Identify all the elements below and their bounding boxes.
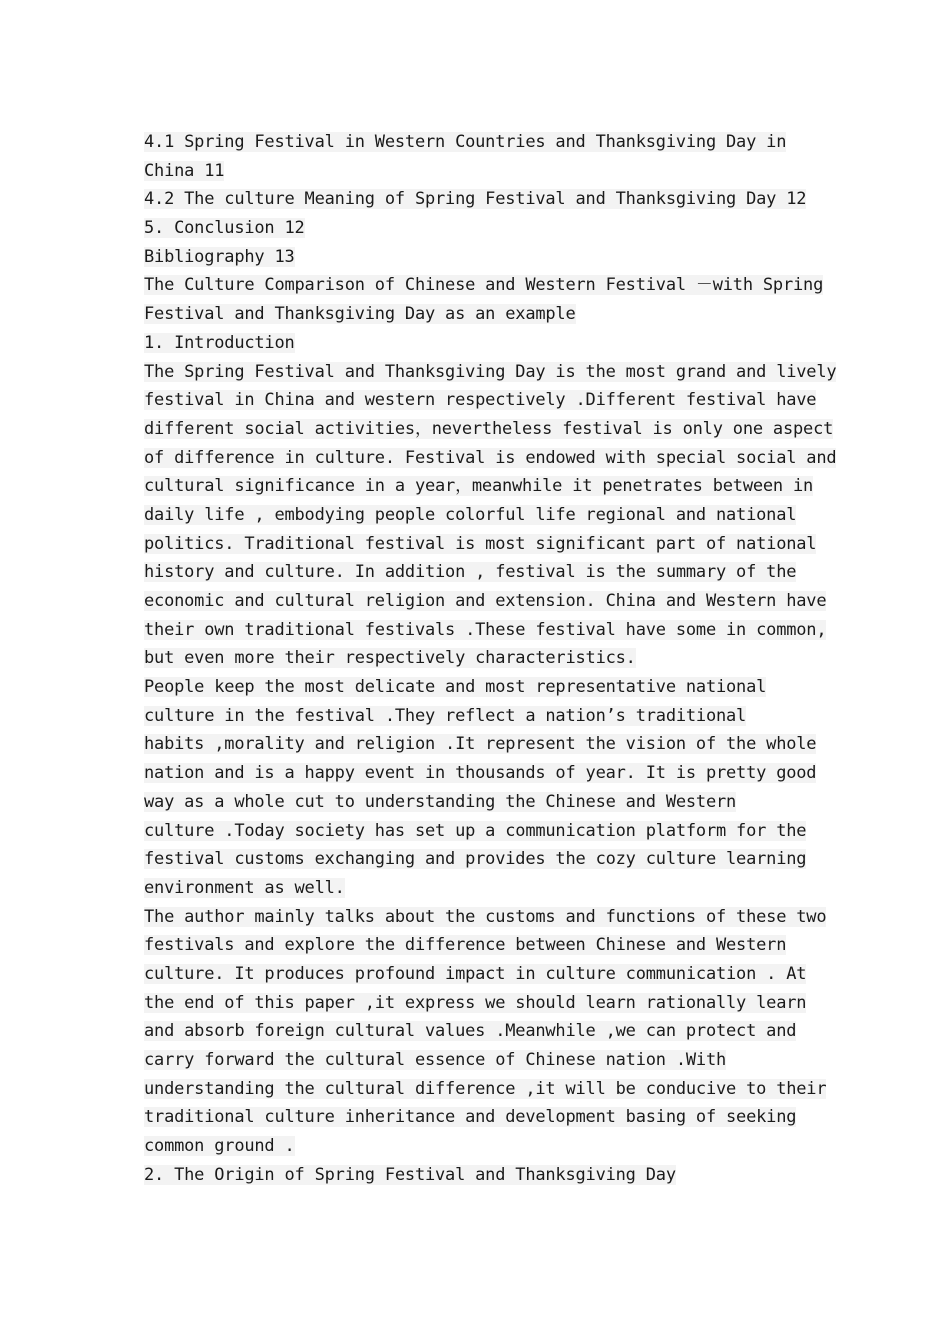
paragraph-line: traditional culture inheritance and development basing of seeking [144,1107,797,1128]
paragraph-line: culture. It produces profound impact in culture communication . At [144,963,807,984]
paragraph-line: culture .Today society has set up a communication platform for the [144,820,807,841]
section-heading-origin: 2. The Origin of Spring Festival and Thanksgiving Day [144,1164,676,1185]
paragraph-line: festival customs exchanging and provides the cozy culture learning [144,849,807,870]
document-body [144,128,837,1189]
paragraph-line: The author mainly talks about the customs and functions of these two [144,906,827,927]
paragraph-line: politics. Traditional festival is most significant part of national [144,533,817,554]
paragraph-line: cultural significance in a year，meanwhile it penetrates between in [144,476,814,497]
paragraph-line: and absorb foreign cultural values .Meanwhile ,we can protect and [144,1021,797,1042]
paragraph-line: common ground . [144,1136,295,1157]
section-heading-introduction: 1. Introduction [144,332,295,353]
paragraph-line: but even more their respectively characteristics. [144,648,636,669]
paragraph-line: different social activities，nevertheless festival is only one aspect [144,418,834,439]
paragraph-line: carry forward the cultural essence of Chinese nation .With [144,1050,727,1070]
paragraph-line: habits ,morality and religion .It represent the vision of the whole [144,734,817,755]
paragraph-line: culture in the festival .They reflect a nation’s traditional [144,705,747,726]
paragraph-line: history and culture. In addition , festival is the summary of the [144,562,797,583]
paragraph-line: festivals and explore the difference between Chinese and Western [144,935,787,956]
paragraph-line: environment as well. [144,877,345,898]
paragraph-line: of difference in culture. Festival is endowed with special social and [144,447,837,468]
paragraph-line: People keep the most delicate and most representative national [144,677,767,698]
document-title: The Culture Comparison of Chinese and Western Festival －with Spring [144,275,824,296]
toc-entry-4-2: 4.2 The culture Meaning of Spring Festival and Thanksgiving Day 12 [144,189,807,210]
paragraph-line: nation and is a happy event in thousands of year. It is pretty good [144,763,817,784]
toc-entry-4-1-continued: China 11 [144,160,225,181]
paragraph-line: understanding the cultural difference ,it will be conducive to their [144,1078,827,1099]
paragraph-line: economic and cultural religion and extension. China and Western have [144,591,827,611]
paragraph-line: their own traditional festivals .These festival have some in common, [144,619,827,640]
paragraph-line: the end of this paper ,it express we should learn rationally learn [144,992,807,1013]
paragraph-line: daily life , embodying people colorful life regional and national [144,504,797,525]
paragraph-line: way as a whole cut to understanding the Chinese and Western [144,791,737,812]
toc-entry-4-1: 4.1 Spring Festival in Western Countries and Thanksgiving Day in [144,132,787,152]
paragraph-line: festival in China and western respectively .Different festival have [144,390,817,411]
paragraph-line: The Spring Festival and Thanksgiving Day is the most grand and lively [144,361,837,382]
toc-entry-bibliography: Bibliography 13 [144,246,295,267]
document-title-continued: Festival and Thanksgiving Day as an example [144,304,576,325]
toc-entry-5: 5. Conclusion 12 [144,218,305,239]
